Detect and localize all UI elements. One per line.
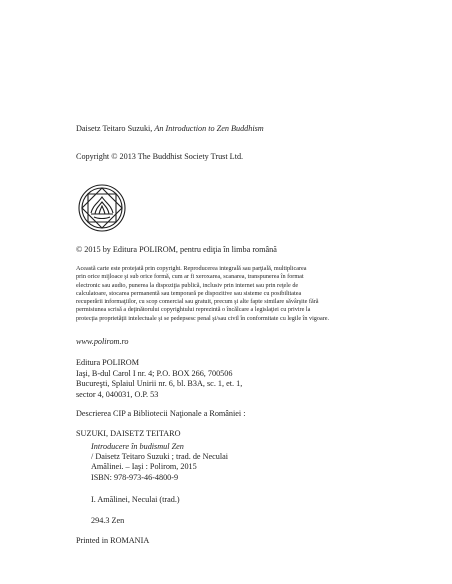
original-title: An Introduction to Zen Buddhism [154,124,264,133]
notice-line: calculatoare, stocarea permanentă sau temporară pe dispozitive sau sisteme cu posibilitatea [76,289,302,297]
notice-line: electronic sau audio, punerea la dispoziţia publică, inclusiv prin internet sau prin reţele de [76,281,299,289]
printed-in: Printed in ROMANIA [76,536,150,545]
cip-description [91,442,228,472]
notice-line: protecţia proprietăţii intelectuale şi se pedepsesc penal şi/sau civil în conformitate cu legile în vigoare. [76,314,330,322]
cip-description-line: Amălinei. – Iaşi : Polirom, 2015 [91,462,197,471]
copyright-notice [76,265,398,323]
address-line: sector 4, 040031, O.P. 53 [76,389,159,399]
publisher-website: www.polirom.ro [76,337,129,346]
notice-line: Această carte este protejată prin copyright. Reproducerea integrală sau parţială, multiplicarea [76,265,307,272]
original-copyright: Copyright © 2013 The Buddhist Society Trust Ltd. [76,152,244,161]
notice-line: prin orice mijloace şi sub orice formă, cum ar fi xeroxarea, scanarea, transpunerea în format [76,273,304,281]
address-line: Bucureşti, Splaiul Unirii nr. 6, bl. B3A, sc. 1, et. 1, [76,379,243,388]
address-line: Editura POLIROM [76,358,139,367]
edition-copyright: © 2015 by Editura POLIROM, pentru ediţia în limba română [76,245,277,254]
cip-description-line [91,442,228,462]
lotus-emblem-icon [77,183,127,233]
cip-author: SUZUKI, DAISETZ TEITARO [76,429,181,438]
cip-heading: Descrierea CIP a Bibliotecii Naţionale a României : [76,409,246,418]
cip-title: Introducere în budismul Zen [91,442,184,451]
cip-description-rest: / Daisetz Teitaro Suzuki ; trad. de Neculai [91,452,229,461]
notice-line: recuperării informaţiilor, cu scop comercial sau gratuit, precum şi alte fapte similare săvârşite fără [76,298,319,306]
publisher-address [76,358,242,400]
cip-isbn: ISBN: 978-973-46-4800-9 [91,473,179,482]
notice-line: permisiunea scrisă a deţinătorului copyrightului reprezintă o încălcare a legislaţiei cu privire la [76,306,311,314]
original-credit [76,124,264,134]
address-line: Iaşi, B-dul Carol I nr. 4; P.O. BOX 266, 700506 [76,368,233,378]
cip-translator: I. Amălinei, Neculai (trad.) [91,495,180,504]
cip-classification: 294.3 Zen [91,516,125,525]
original-author: Daisetz Teitaro Suzuki, [76,124,155,133]
